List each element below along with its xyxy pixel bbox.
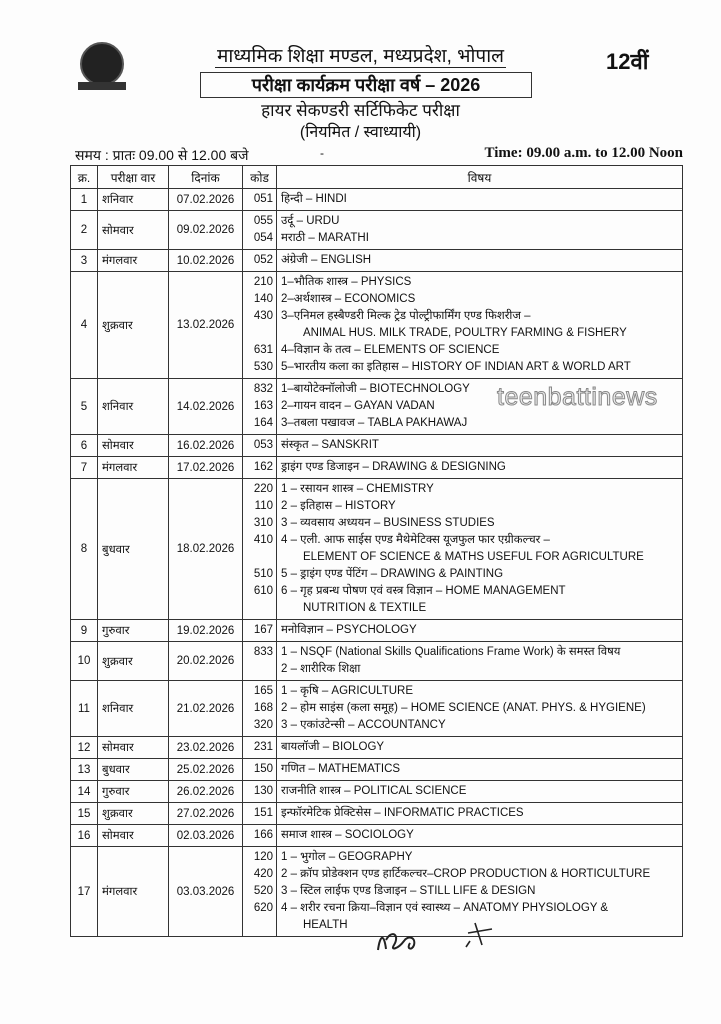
subject-code: 163 [253,400,273,412]
subject-name: 2–गायन वादन – GAYAN VADAN [281,400,435,412]
subject-codes [243,379,277,435]
col-subject: विषय [277,166,683,189]
table-row [71,189,683,211]
subjects [277,189,683,211]
exam-day: शुक्रवार [98,272,169,379]
subject-codes [243,781,277,803]
subject-name: 5–भारतीय कला का इतिहास – HISTORY OF INDIAN ART & WORLD ART [281,361,631,373]
exam-date: 02.03.2026 [169,825,243,847]
col-date: दिनांक [169,166,243,189]
subjects [277,211,683,250]
subject-code [247,549,273,566]
subjects [277,620,683,642]
subject-code: 165 [253,685,273,697]
exam-day: बुधवार [98,479,169,620]
exam-date: 07.02.2026 [169,189,243,211]
subject-name: 3 – स्टिल लाईफ एण्ड डिजाइन – STILL LIFE & DESIGN [281,885,536,897]
timetable [70,165,683,937]
row-number: 13 [71,759,98,781]
exam-day: शनिवार [98,379,169,435]
subjects [277,250,683,272]
subject-code: 166 [253,829,273,841]
exam-day: शुक्रवार [98,642,169,681]
row-number: 4 [71,272,98,379]
exam-mode: (नियमित / स्वाध्यायी) [299,124,422,141]
subject-code: 320 [253,719,273,731]
row-number: 16 [71,825,98,847]
subject-code: 162 [253,461,273,473]
subject-name: 1 – कृषि – AGRICULTURE [281,685,413,697]
subject-codes [243,620,277,642]
subject-code: 410 [253,534,273,546]
exam-day: गुरुवार [98,620,169,642]
subject-code: 833 [253,646,273,658]
subjects [277,435,683,457]
subject-code: 231 [253,741,273,753]
row-number: 15 [71,803,98,825]
subject-codes [243,642,277,681]
subject-name: 6 – गृह प्रबन्ध पोषण एवं वस्त्र विज्ञान – HOME MANAGEMENT [281,585,566,597]
subject-name: बायलॉजी – BIOLOGY [281,741,385,753]
subject-name: ELEMENT OF SCIENCE & MATHS USEFUL FOR AGRICULTURE [303,551,644,563]
signature-icon [370,915,510,965]
subjects [277,457,683,479]
subject-codes [243,737,277,759]
exam-day: शनिवार [98,681,169,737]
exam-date: 03.03.2026 [169,847,243,937]
exam-day: मंगलवार [98,250,169,272]
exam-day: शनिवार [98,189,169,211]
subject-name: 2 – इतिहास – HISTORY [281,500,396,512]
subject-name: 1–भौतिक शास्त्र – PHYSICS [281,276,412,288]
subjects [277,642,683,681]
exam-day: गुरुवार [98,781,169,803]
subject-name: 2 – शारीरिक शिक्षा [281,663,361,675]
subject-name: 3–तबला पखावज – TABLA PAKHAWAJ [281,417,468,429]
subject-code: 520 [253,885,273,897]
exam-day: सोमवार [98,211,169,250]
table-row [71,681,683,737]
table-row [71,642,683,681]
row-number: 3 [71,250,98,272]
subject-code: 210 [253,276,273,288]
subject-name: गणित – MATHEMATICS [281,763,401,775]
page-title: परीक्षा कार्यक्रम परीक्षा वर्ष – 2026 [200,72,532,98]
subject-code [247,600,273,617]
exam-date: 25.02.2026 [169,759,243,781]
subject-code: 610 [253,585,273,597]
subject-name: मनोविज्ञान – PSYCHOLOGY [281,624,417,636]
exam-date: 16.02.2026 [169,435,243,457]
exam-day: सोमवार [98,435,169,457]
exam-day: बुधवार [98,759,169,781]
row-number: 7 [71,457,98,479]
subjects [277,479,683,620]
subject-code: 631 [253,344,273,356]
subject-code: 120 [253,851,273,863]
exam-date: 17.02.2026 [169,457,243,479]
subject-name: समाज शास्त्र – SOCIOLOGY [281,829,414,841]
subject-name: राजनीति शास्त्र – POLITICAL SCIENCE [281,785,467,797]
row-number: 2 [71,211,98,250]
table-row [71,211,683,250]
subject-name: अंग्रेजी – ENGLISH [281,254,372,266]
exam-date: 26.02.2026 [169,781,243,803]
exam-date: 18.02.2026 [169,479,243,620]
exam-date: 09.02.2026 [169,211,243,250]
subject-name: 4 – शरीर रचना क्रिया–विज्ञान एवं स्वास्थ्य – ANATOMY PHYSIOLOGY & [281,902,609,914]
subject-codes [243,759,277,781]
row-number: 12 [71,737,98,759]
subject-code: 055 [253,215,273,227]
row-number: 9 [71,620,98,642]
time-hindi: समय : प्रातः 09.00 से 12.00 बजे [75,147,249,163]
exam-date: 19.02.2026 [169,620,243,642]
subjects [277,803,683,825]
subject-name: उर्दू – URDU [281,215,340,227]
subject-name: ANIMAL HUS. MILK TRADE, POULTRY FARMING & FISHERY [303,327,627,339]
table-row [71,250,683,272]
subject-code: 220 [253,483,273,495]
board-name: माध्यमिक शिक्षा मण्डल, मध्यप्रदेश, भोपाल [216,46,505,67]
subject-name: ड्राइंग एण्ड डिजाइन – DRAWING & DESIGNING [281,461,506,473]
table-row [71,620,683,642]
table-row [71,457,683,479]
subject-code: 164 [253,417,273,429]
subject-name: 3 – एकांउटेन्सी – ACCOUNTANCY [281,719,446,731]
subject-codes [243,479,277,620]
subject-code: 167 [253,624,273,636]
subject-name: NUTRITION & TEXTILE [303,602,427,614]
subjects [277,681,683,737]
subject-codes [243,211,277,250]
row-number: 17 [71,847,98,937]
row-number: 11 [71,681,98,737]
subject-name: 4–विज्ञान के तत्व – ELEMENTS OF SCIENCE [281,344,500,356]
subject-code: 510 [253,568,273,580]
subject-code: 430 [253,310,273,322]
col-day: परीक्षा वार [98,166,169,189]
subject-code: 051 [253,193,273,205]
col-code: कोड [243,166,277,189]
row-number: 5 [71,379,98,435]
exam-day: शुक्रवार [98,803,169,825]
exam-date: 21.02.2026 [169,681,243,737]
exam-day: सोमवार [98,737,169,759]
subject-codes [243,435,277,457]
subject-name: 3 – व्यवसाय अध्ययन – BUSINESS STUDIES [281,517,495,529]
subject-code: 052 [253,254,273,266]
subject-code: 053 [253,439,273,451]
exam-date: 13.02.2026 [169,272,243,379]
subject-code: 420 [253,868,273,880]
subject-name: 2–अर्थशास्त्र – ECONOMICS [281,293,416,305]
subjects [277,272,683,379]
exam-date: 10.02.2026 [169,250,243,272]
subject-code: 310 [253,517,273,529]
subject-name: 1 – भुगोल – GEOGRAPHY [281,851,413,863]
subject-name: 5 – ड्राइंग एण्ड पेंटिंग – DRAWING & PAINTING [281,568,504,580]
subject-codes [243,189,277,211]
class-label: 12वीं [606,49,649,74]
subjects [277,825,683,847]
subject-name: HEALTH [303,919,348,931]
subject-code: 054 [253,232,273,244]
subjects [277,781,683,803]
time-english: Time: 09.00 a.m. to 12.00 Noon [484,145,683,161]
subject-name: हिन्दी – HINDI [281,193,347,205]
exam-day: मंगलवार [98,457,169,479]
exam-day: सोमवार [98,825,169,847]
subject-code: 530 [253,361,273,373]
subject-name: 4 – एली. आफ साईस एण्ड मैथेमेटिक्स यूजफुल फार एग्रीकल्चर – [281,534,550,546]
table-row [71,737,683,759]
subject-name: संस्कृत – SANSKRIT [281,439,379,451]
exam-date: 20.02.2026 [169,642,243,681]
subject-codes [243,681,277,737]
subject-name: 1 – NSQF (National Skills Qualifications Frame Work) के समस्त विषय [281,646,621,658]
subject-code: 110 [254,500,273,512]
subjects [277,759,683,781]
subject-name: 1 – रसायन शास्त्र – CHEMISTRY [281,483,434,495]
table-row [71,435,683,457]
exam-date: 14.02.2026 [169,379,243,435]
exam-date: 27.02.2026 [169,803,243,825]
exam-day: मंगलवार [98,847,169,937]
table-row [71,272,683,379]
subject-code: 168 [253,702,273,714]
subjects [277,737,683,759]
watermark: teenbattinews [497,383,658,411]
subject-code [247,917,273,934]
subject-name: मराठी – MARATHI [281,232,369,244]
table-row [71,781,683,803]
subject-codes [243,803,277,825]
table-row [71,803,683,825]
table-header [71,166,683,189]
row-number: 6 [71,435,98,457]
subject-name: इन्फॉरमेटिक प्रेक्टिसेस – INFORMATIC PRACTICES [281,807,524,819]
row-number: 14 [71,781,98,803]
subject-code [247,325,273,342]
subject-name: 2 – होम साइंस (कला समूह) – HOME SCIENCE (ANAT. PHYS. & HYGIENE) [281,702,646,714]
subject-name: 1–बायोटेक्नॉलोजी – BIOTECHNOLOGY [281,383,470,395]
subject-codes [243,457,277,479]
exam-name: हायर सेकण्डरी सर्टिफिकेट परीक्षा [261,101,460,120]
subject-codes [243,272,277,379]
subject-code: 150 [253,763,273,775]
table-row [71,759,683,781]
subject-name: 3–एनिमल हस्बैण्डरी मिल्क ट्रेड पोल्ट्रीफार्मिंग एण्ड फिशरीज – [281,310,531,322]
subject-code: 151 [253,807,273,819]
subject-codes [243,825,277,847]
col-sno: क्र. [71,166,98,189]
table-row [71,479,683,620]
subject-codes [243,847,277,937]
separator-dash: - [320,146,324,160]
subject-name: 2 – क्रॉप प्रोडेक्शन एण्ड हार्टिकल्चर–CROP PRODUCTION & HORTICULTURE [281,868,651,880]
exam-date: 23.02.2026 [169,737,243,759]
subject-code: 620 [253,902,273,914]
table-row [71,825,683,847]
subject-code: 140 [253,293,273,305]
subject-code [247,661,273,678]
subject-code: 832 [253,383,273,395]
row-number: 8 [71,479,98,620]
row-number: 1 [71,189,98,211]
subject-code: 130 [253,785,273,797]
subject-codes [243,250,277,272]
row-number: 10 [71,642,98,681]
